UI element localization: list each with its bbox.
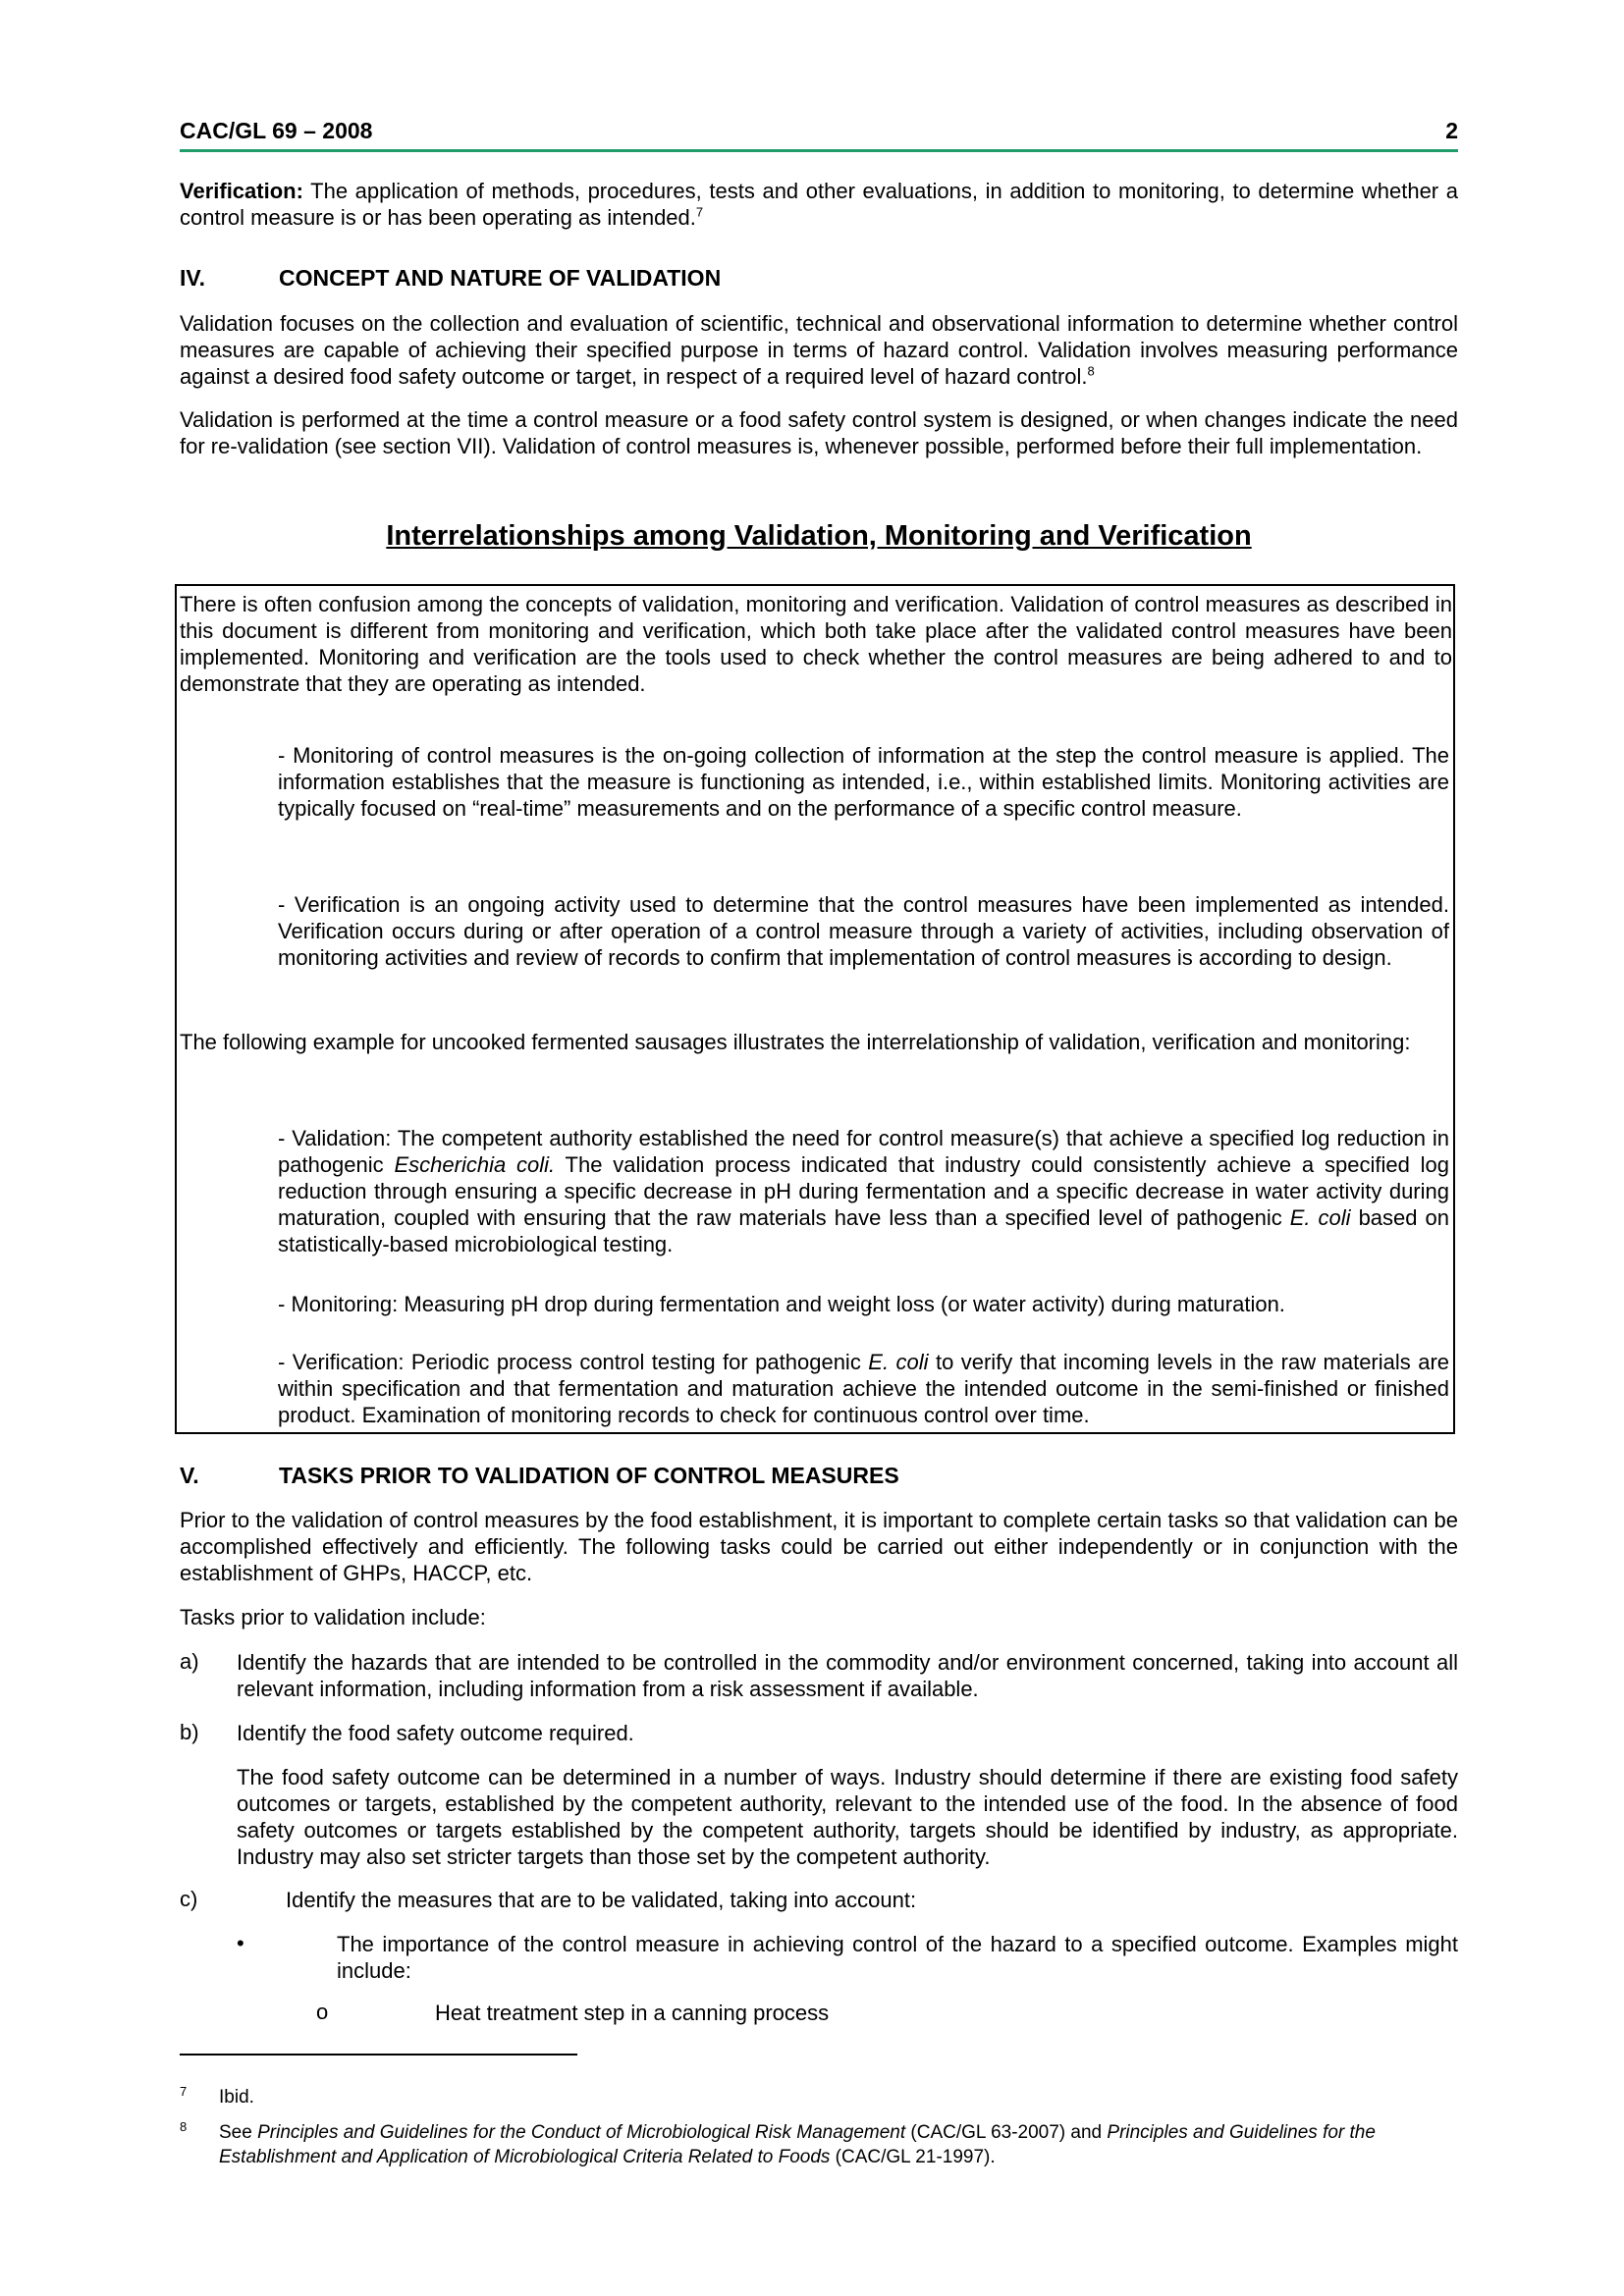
- text-run: - Verification: Periodic process control testing for pathogenic: [278, 1350, 869, 1374]
- bullet-item: [180, 1931, 1458, 1986]
- document-code: CAC/GL 69 – 2008: [180, 118, 373, 143]
- monitoring-definition: - Monitoring of control measures is the on-going collection of information at the step the control measure is applied. The information establishes that the measure is functioning as intended, i.e., within established limits. Monitoring activities are typically focused on “real-time” measurements and on the performance of a specific control measure.: [278, 743, 1449, 821]
- section-title: TASKS PRIOR TO VALIDATION OF CONTROL MEASURES: [279, 1463, 899, 1488]
- footnote-ref-8: 8: [1087, 363, 1095, 379]
- example-monitoring: - Monitoring: Measuring pH drop during fermentation and weight loss (or water activity) during maturation.: [278, 1292, 1285, 1316]
- section-v-paragraph-2: Tasks prior to validation include:: [180, 1605, 486, 1629]
- organism-name: E. coli: [1289, 1205, 1351, 1230]
- text-run: to verify that incoming levels in the raw materials are within specification and that fermentation and maturation achieve the intended outcome in the semi-finished or finished product. Examination of monitoring records to check for continuous control over time.: [278, 1350, 1450, 1427]
- section-number: IV.: [180, 265, 206, 291]
- text-run: (CAC/GL 63-2007) and: [905, 2122, 1108, 2143]
- organism-name: Escherichia coli.: [394, 1152, 556, 1177]
- footnote-8: [180, 2120, 1458, 2171]
- footnote-text: [219, 2120, 1458, 2169]
- organism-name: E. coli: [868, 1350, 929, 1374]
- verification-term: Verification:: [180, 179, 303, 203]
- section-iv-heading: [180, 265, 1458, 292]
- sub-bullet-item: [180, 2000, 1458, 2027]
- footnote-number: 8: [180, 2119, 188, 2134]
- section-iv-paragraph-2: Validation is performed at the time a control measure or a food safety control system is designed, or when changes indicate the need for re-validation (see section VII). Validation of control measures is, whenever possible, performed before their full implementation.: [180, 407, 1458, 458]
- list-item-b: [180, 1720, 1458, 1747]
- list-text: Identify the food safety outcome required.: [237, 1721, 634, 1745]
- sub-bullet-text: Heat treatment step in a canning process: [435, 2001, 830, 2025]
- page-number: 2: [1445, 118, 1458, 143]
- list-label: b): [180, 1720, 199, 1744]
- text-run: - Validation: The competent authority established the need for control measure(s) that achieve a specified log reduction in pathogenic: [278, 1126, 1449, 1177]
- example-verification: [278, 1349, 1449, 1428]
- footnote-separator: [180, 2054, 577, 2056]
- bullet-text: The importance of the control measure in achieving control of the hazard to a specified outcome. Examples might include:: [337, 1932, 1458, 1983]
- footnote-text: Ibid.: [219, 2087, 254, 2108]
- page-header: [180, 116, 1458, 152]
- list-label: a): [180, 1649, 199, 1674]
- section-title: CONCEPT AND NATURE OF VALIDATION: [279, 265, 722, 291]
- example-validation: [278, 1125, 1449, 1257]
- example-intro: The following example for uncooked fermented sausages illustrates the interrelationship of validation, verification and monitoring:: [180, 1030, 1411, 1054]
- section-v-heading: [180, 1463, 1458, 1489]
- section-number: V.: [180, 1463, 199, 1488]
- paragraph-text: Validation focuses on the collection and evaluation of scientific, technical and observational information to determine whether control measures are capable of achieving their specified purpose in terms of hazard control. Validation involves measuring performance against a desired food safety outcome or target, in respect of a required level of hazard control.: [180, 311, 1458, 389]
- bullet-icon: •: [237, 1931, 244, 1955]
- cited-title: Principles and Guidelines for the Establishment and Application of Microbiological Criteria Related to Foods: [219, 2122, 1376, 2167]
- verification-definition-box: - Verification is an ongoing activity used to determine that the control measures have been implemented as intended. Verification occurs during or after operation of a control measure through a variety of activities, including observation of monitoring activities and review of records to confirm that implementation of control measures is according to design.: [278, 892, 1449, 970]
- cited-title: Principles and Guidelines for the Conduct of Microbiological Risk Management: [257, 2122, 906, 2143]
- interrelationships-box: [175, 584, 1455, 1434]
- list-item-a: [180, 1649, 1458, 1704]
- circle-bullet-icon: o: [316, 2000, 329, 2024]
- list-text: Identify the measures that are to be validated, taking into account:: [286, 1888, 917, 1912]
- list-text: Identify the hazards that are intended to be controlled in the commodity and/or environment concerned, taking into account all relevant information, including information from a risk assessment if available.: [237, 1650, 1458, 1701]
- text-run: based on statistically-based microbiological testing.: [278, 1205, 1449, 1256]
- text-run: (CAC/GL 21-1997).: [830, 2147, 996, 2167]
- list-item-c: [180, 1887, 1458, 1914]
- text-run: See: [219, 2122, 258, 2143]
- footnote-ref-7: 7: [695, 204, 704, 220]
- verification-definition: [180, 178, 1458, 231]
- footnote-number: 7: [180, 2084, 188, 2099]
- footnote-7: [180, 2085, 1458, 2110]
- section-iv-paragraph-1: [180, 310, 1458, 390]
- list-label: c): [180, 1887, 198, 1911]
- item-b-detail: The food safety outcome can be determined in a number of ways. Industry should determine if there are existing food safety outcomes or targets, established by the competent authority, relevant to the intended use of the food. In the absence of food safety outcomes or targets established by the competent authority, targets should be identified by industry, as appropriate. Industry may also set stricter targets than those set by the competent authority.: [237, 1765, 1458, 1869]
- box-intro: There is often confusion among the concepts of validation, monitoring and verification. Validation of control measures as described in this document is different from monitoring and verification, which both take place after the validated control measures have been implemented. Monitoring and verification are the tools used to check whether the control measures are being adhered to and to demonstrate that they are operating as intended.: [180, 592, 1452, 696]
- section-v-paragraph-1: Prior to the validation of control measures by the food establishment, it is important to complete certain tasks so that validation can be accomplished effectively and efficiently. The following tasks could be carried out either independently or in conjunction with the establishment of GHPs, HACCP, etc.: [180, 1508, 1458, 1585]
- text-run: The validation process indicated that industry could consistently achieve a specified log reduction through ensuring a specific decrease in pH during fermentation and a specific decrease in water activity during maturation, coupled with ensuring that the raw materials have less than a specified level of pathogenic: [278, 1152, 1449, 1230]
- box-title: Interrelationships among Validation, Monitoring and Verification: [386, 520, 1252, 552]
- verification-text: The application of methods, procedures, tests and other evaluations, in addition to monitoring, to determine whether a control measure is or has been operating as intended.: [180, 179, 1458, 230]
